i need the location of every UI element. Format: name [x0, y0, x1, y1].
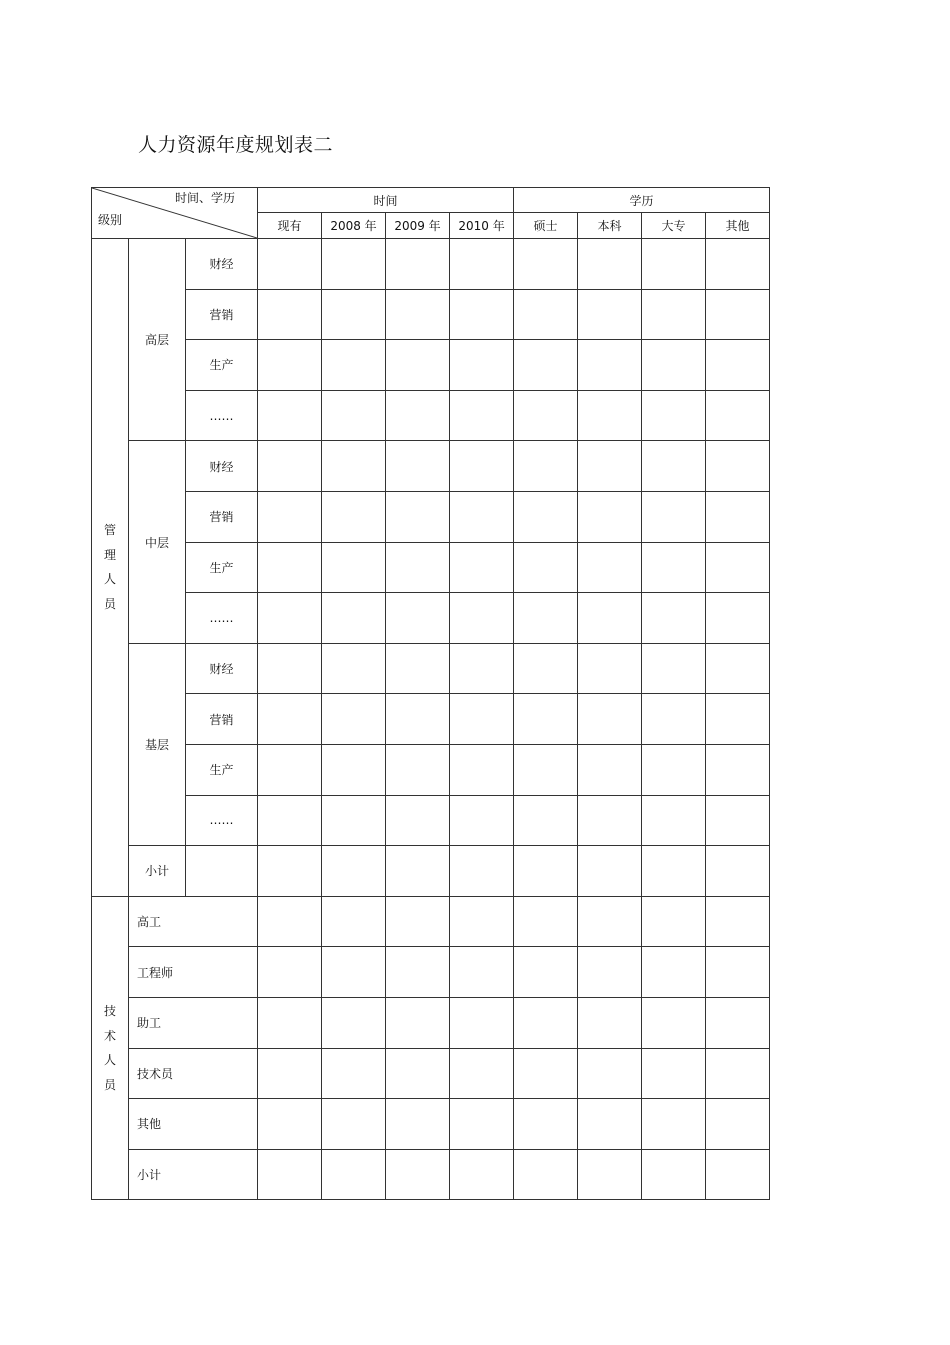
data-cell[interactable] [322, 896, 386, 947]
data-cell[interactable] [450, 744, 514, 795]
data-cell[interactable] [258, 896, 322, 947]
data-cell[interactable] [706, 390, 770, 441]
data-cell[interactable] [706, 289, 770, 340]
data-cell[interactable] [642, 947, 706, 998]
header-corner-cell [92, 188, 258, 239]
data-cell[interactable] [578, 795, 642, 846]
dept-label: 财经 [186, 441, 258, 492]
data-cell[interactable] [642, 340, 706, 391]
data-cell[interactable] [322, 744, 386, 795]
data-cell[interactable] [514, 896, 578, 947]
category-management [92, 239, 129, 897]
data-cell[interactable] [706, 1048, 770, 1099]
data-cell[interactable] [514, 491, 578, 542]
hr-plan-table [91, 187, 770, 1200]
data-cell[interactable] [514, 744, 578, 795]
data-cell[interactable] [706, 1099, 770, 1150]
data-cell[interactable] [642, 441, 706, 492]
corner-top-label: 时间、学历 [175, 191, 236, 205]
data-cell[interactable] [322, 846, 386, 897]
data-cell[interactable] [322, 694, 386, 745]
data-cell[interactable] [258, 1048, 322, 1099]
data-cell[interactable] [578, 846, 642, 897]
data-cell[interactable] [642, 1149, 706, 1200]
data-cell[interactable] [514, 390, 578, 441]
data-cell[interactable] [642, 390, 706, 441]
data-cell[interactable] [514, 340, 578, 391]
data-cell[interactable] [258, 593, 322, 644]
data-cell[interactable] [322, 441, 386, 492]
dept-label: 营销 [186, 289, 258, 340]
data-cell[interactable] [450, 289, 514, 340]
data-cell[interactable] [322, 643, 386, 694]
data-cell[interactable] [450, 643, 514, 694]
data-cell[interactable] [450, 694, 514, 745]
management-subtotal-label: 小计 [129, 846, 186, 897]
data-cell[interactable] [386, 593, 450, 644]
dept-label: 财经 [186, 239, 258, 290]
dept-label: 财经 [186, 643, 258, 694]
data-cell[interactable] [514, 1149, 578, 1200]
data-cell[interactable] [514, 846, 578, 897]
column-header: 本科 [578, 213, 642, 239]
corner-bottom-label: 级别 [98, 213, 123, 227]
data-cell[interactable] [450, 593, 514, 644]
data-cell[interactable] [450, 340, 514, 391]
data-cell[interactable] [450, 795, 514, 846]
data-cell[interactable] [450, 947, 514, 998]
data-cell[interactable] [386, 744, 450, 795]
data-cell[interactable] [258, 390, 322, 441]
data-cell[interactable] [706, 795, 770, 846]
data-cell[interactable] [386, 289, 450, 340]
data-cell[interactable] [578, 997, 642, 1048]
data-cell[interactable] [642, 694, 706, 745]
data-cell[interactable] [514, 1099, 578, 1150]
dept-label: 生产 [186, 340, 258, 391]
level-label: 中层 [129, 441, 186, 643]
tech-row-label: 工程师 [129, 947, 258, 998]
data-cell[interactable] [258, 1149, 322, 1200]
data-cell[interactable] [258, 542, 322, 593]
data-cell[interactable] [386, 694, 450, 745]
data-cell[interactable] [642, 846, 706, 897]
tech-row-label: 助工 [129, 997, 258, 1048]
data-cell[interactable] [450, 846, 514, 897]
column-header: 2009 年 [386, 213, 450, 239]
tech-row-label: 高工 [129, 896, 258, 947]
data-cell[interactable] [258, 997, 322, 1048]
data-cell[interactable] [642, 491, 706, 542]
data-cell[interactable] [514, 1048, 578, 1099]
data-cell[interactable] [450, 542, 514, 593]
data-cell[interactable] [706, 239, 770, 290]
data-cell[interactable] [578, 896, 642, 947]
data-cell[interactable] [706, 441, 770, 492]
data-cell[interactable] [386, 795, 450, 846]
column-header: 2008 年 [322, 213, 386, 239]
data-cell[interactable] [578, 491, 642, 542]
data-cell[interactable] [322, 1149, 386, 1200]
tech-row-label: 技术员 [129, 1048, 258, 1099]
data-cell[interactable] [706, 947, 770, 998]
data-cell[interactable] [514, 643, 578, 694]
dept-label: …… [186, 795, 258, 846]
data-cell[interactable] [258, 239, 322, 290]
data-cell[interactable] [386, 1149, 450, 1200]
data-cell[interactable] [258, 289, 322, 340]
data-cell[interactable] [642, 239, 706, 290]
data-cell[interactable] [322, 795, 386, 846]
data-cell[interactable] [706, 491, 770, 542]
data-cell[interactable] [642, 1048, 706, 1099]
data-cell[interactable] [386, 1048, 450, 1099]
data-cell[interactable] [258, 694, 322, 745]
column-header: 2010 年 [450, 213, 514, 239]
data-cell[interactable] [450, 239, 514, 290]
data-cell[interactable] [322, 491, 386, 542]
level-label: 基层 [129, 643, 186, 845]
data-cell[interactable] [578, 694, 642, 745]
data-cell[interactable] [578, 1048, 642, 1099]
tech-subtotal-label: 小计 [129, 1149, 258, 1200]
data-cell[interactable] [514, 997, 578, 1048]
data-cell[interactable] [514, 289, 578, 340]
data-cell[interactable] [578, 441, 642, 492]
empty-cell [186, 846, 258, 897]
data-cell[interactable] [642, 593, 706, 644]
column-header: 其他 [706, 213, 770, 239]
data-cell[interactable] [386, 491, 450, 542]
data-cell[interactable] [450, 997, 514, 1048]
data-cell[interactable] [258, 846, 322, 897]
data-cell[interactable] [386, 239, 450, 290]
data-cell[interactable] [706, 542, 770, 593]
data-cell[interactable] [578, 542, 642, 593]
data-cell[interactable] [642, 795, 706, 846]
data-cell[interactable] [578, 1099, 642, 1150]
data-cell[interactable] [578, 239, 642, 290]
data-cell[interactable] [386, 846, 450, 897]
dept-label: 生产 [186, 542, 258, 593]
data-cell[interactable] [386, 1099, 450, 1150]
data-cell[interactable] [450, 390, 514, 441]
data-cell[interactable] [322, 289, 386, 340]
data-cell[interactable] [706, 593, 770, 644]
tech-row-label: 其他 [129, 1099, 258, 1150]
data-cell[interactable] [514, 441, 578, 492]
data-cell[interactable] [386, 896, 450, 947]
data-cell[interactable] [258, 1099, 322, 1150]
dept-label: 营销 [186, 491, 258, 542]
dept-label: 营销 [186, 694, 258, 745]
group-header-edu: 学历 [514, 188, 770, 213]
data-cell[interactable] [578, 289, 642, 340]
data-cell[interactable] [642, 1099, 706, 1150]
data-cell[interactable] [706, 340, 770, 391]
data-cell[interactable] [706, 896, 770, 947]
data-cell[interactable] [578, 744, 642, 795]
data-cell[interactable] [642, 744, 706, 795]
data-cell[interactable] [450, 896, 514, 947]
data-cell[interactable] [578, 593, 642, 644]
data-cell[interactable] [514, 795, 578, 846]
data-cell[interactable] [642, 289, 706, 340]
category-technical-label: 技术人员 [103, 1004, 116, 1092]
data-cell[interactable] [322, 340, 386, 391]
data-cell[interactable] [706, 643, 770, 694]
data-cell[interactable] [578, 947, 642, 998]
data-cell[interactable] [386, 947, 450, 998]
category-technical [92, 896, 129, 1200]
column-header: 现有 [258, 213, 322, 239]
column-header: 硕士 [514, 213, 578, 239]
data-cell[interactable] [514, 947, 578, 998]
dept-label: 生产 [186, 744, 258, 795]
data-cell[interactable] [322, 1048, 386, 1099]
data-cell[interactable] [642, 896, 706, 947]
data-cell[interactable] [578, 390, 642, 441]
data-cell[interactable] [322, 390, 386, 441]
data-cell[interactable] [514, 239, 578, 290]
data-cell[interactable] [258, 491, 322, 542]
group-header-time: 时间 [258, 188, 514, 213]
data-cell[interactable] [450, 491, 514, 542]
data-cell[interactable] [578, 643, 642, 694]
data-cell[interactable] [386, 997, 450, 1048]
data-cell[interactable] [386, 441, 450, 492]
data-cell[interactable] [514, 593, 578, 644]
data-cell[interactable] [386, 340, 450, 391]
data-cell[interactable] [642, 542, 706, 593]
dept-label: …… [186, 390, 258, 441]
column-header: 大专 [642, 213, 706, 239]
data-cell[interactable] [706, 694, 770, 745]
data-cell[interactable] [322, 1099, 386, 1150]
data-cell[interactable] [450, 1149, 514, 1200]
data-cell[interactable] [514, 694, 578, 745]
data-cell[interactable] [450, 441, 514, 492]
data-cell[interactable] [386, 542, 450, 593]
data-cell[interactable] [258, 643, 322, 694]
data-cell[interactable] [706, 1149, 770, 1200]
data-cell[interactable] [322, 997, 386, 1048]
data-cell[interactable] [450, 1099, 514, 1150]
data-cell[interactable] [322, 593, 386, 644]
data-cell[interactable] [322, 947, 386, 998]
data-cell[interactable] [258, 441, 322, 492]
data-cell[interactable] [386, 390, 450, 441]
data-cell[interactable] [706, 846, 770, 897]
data-cell[interactable] [578, 1149, 642, 1200]
page-title: 人力资源年度规划表二 [138, 134, 334, 156]
data-cell[interactable] [706, 997, 770, 1048]
data-cell[interactable] [258, 795, 322, 846]
data-cell[interactable] [706, 744, 770, 795]
data-cell[interactable] [258, 340, 322, 391]
level-label: 高层 [129, 239, 186, 441]
data-cell[interactable] [258, 947, 322, 998]
data-cell[interactable] [258, 744, 322, 795]
data-cell[interactable] [578, 340, 642, 391]
data-cell[interactable] [642, 643, 706, 694]
data-cell[interactable] [450, 1048, 514, 1099]
data-cell[interactable] [322, 239, 386, 290]
dept-label: …… [186, 593, 258, 644]
data-cell[interactable] [322, 542, 386, 593]
data-cell[interactable] [386, 643, 450, 694]
data-cell[interactable] [642, 997, 706, 1048]
category-management-label: 管理人员 [103, 523, 116, 611]
data-cell[interactable] [514, 542, 578, 593]
